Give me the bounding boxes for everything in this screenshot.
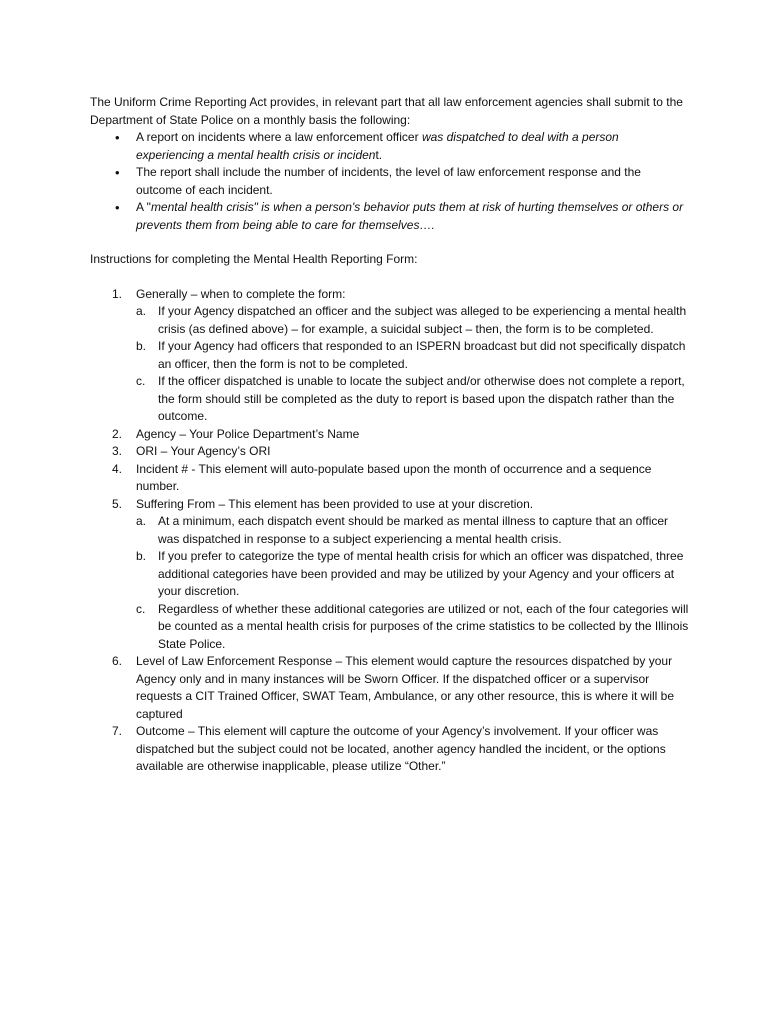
instruction-item [90,461,690,496]
item-number: 3. [112,444,123,458]
bullet-tail-text: t. [375,147,383,162]
bullet-italic-text: was dispatched to deal with a person experiencing a mental health crisis or inciden [136,130,619,162]
sub-item-letter: a. [136,304,147,318]
item-number: 4. [112,461,123,476]
sub-item-text: If you prefer to categorize the type of mental health crisis for which an officer was dispatched, three additional categories have been provided and may be utilized by your Agency and your officers at your discretion. [158,549,684,598]
bullet-item [90,164,690,199]
bullet-italic-text: mental health crisis" is when a person's behavior puts them at risk of hurting themselves or others or prevents them from being able to care for themselves…. [136,200,684,232]
instruction-item [90,653,690,723]
sub-list [136,303,690,426]
sub-item-letter: a. [136,514,147,528]
item-number: 2. [112,426,123,441]
instruction-item [90,496,690,654]
sub-item [136,513,690,548]
intro-paragraph: The Uniform Crime Reporting Act provides, in relevant part that all law enforcement agencies shall submit to the Department of State Police on a monthly basis the following: [90,95,683,127]
item-text: Level of Law Enforcement Response – This element would capture the resources dispatched by your Agency only and in many instances will be Sworn Officer. If the dispatched officer or a supervisor requests a CIT Trained Officer, SWAT Team, Ambulance, or any other resource, this is where it will be captured [136,654,675,721]
bullet-item [90,129,690,164]
instruction-item [90,723,690,776]
bullet-text: A report on incidents where a law enforcement officer [136,130,422,144]
sub-item-text: If the officer dispatched is unable to locate the subject and/or otherwise does not complete a report, the form should still be completed as the duty to report is based upon the dispatch rather than the outcome. [158,374,685,423]
item-number: 5. [112,496,123,511]
item-text: Agency – Your Police Department’s Name [136,426,360,441]
item-number: 7. [112,724,123,738]
bullet-text: The report shall include the number of incidents, the level of law enforcement response and the outcome of each incident. [136,165,641,197]
sub-item-text: Regardless of whether these additional categories are utilized or not, each of the four categories will be counted as a mental health crisis for purposes of the crime statistics to be collected by the Illinois State Police. [158,601,689,651]
sub-item-letter: c. [136,601,146,616]
sub-item-text: If your Agency dispatched an officer and the subject was alleged to be experiencing a mental health crisis (as defined above) – for example, a suicidal subject – then, the form is to be completed. [158,304,687,336]
sub-list [136,513,690,653]
item-text: Generally – when to complete the form: [136,286,346,301]
sub-item-letter: b. [136,339,147,353]
item-text: Suffering From – This element has been provided to use at your discretion. [136,496,534,511]
item-text: Outcome – This element will capture the outcome of your Agency’s involvement. If your officer was dispatched but the subject could not be located, another agency handled the incident, or the options available are otherwise inapplicable, please utilize “Other.” [136,724,666,773]
item-text: Incident # - This element will auto-populate based upon the month of occurrence and a sequence number. [136,461,652,493]
instructions-heading: Instructions for completing the Mental Health Reporting Form: [90,252,418,266]
instruction-item [90,286,690,426]
sub-item [136,548,690,601]
sub-item-letter: b. [136,549,147,563]
item-text: ORI – Your Agency’s ORI [136,444,271,458]
sub-item [136,373,690,426]
sub-item [136,338,690,373]
sub-item-text: If your Agency had officers that responded to an ISPERN broadcast but did not specifically dispatch an officer, then the form is not to be completed. [158,339,686,371]
sub-item-letter: c. [136,374,146,388]
instructions-list [90,286,690,776]
sub-item [136,303,690,338]
document-body [90,94,690,776]
instruction-item [90,443,690,461]
item-number: 6. [112,654,123,668]
bullet-text: A " [136,200,151,214]
item-number: 1. [112,286,123,301]
sub-item [136,601,690,654]
instruction-item [90,426,690,444]
requirements-list [90,129,690,234]
sub-item-text: At a minimum, each dispatch event should be marked as mental illness to capture that an officer was dispatched in response to a subject experiencing a mental health crisis. [158,514,669,546]
bullet-item [90,199,690,234]
